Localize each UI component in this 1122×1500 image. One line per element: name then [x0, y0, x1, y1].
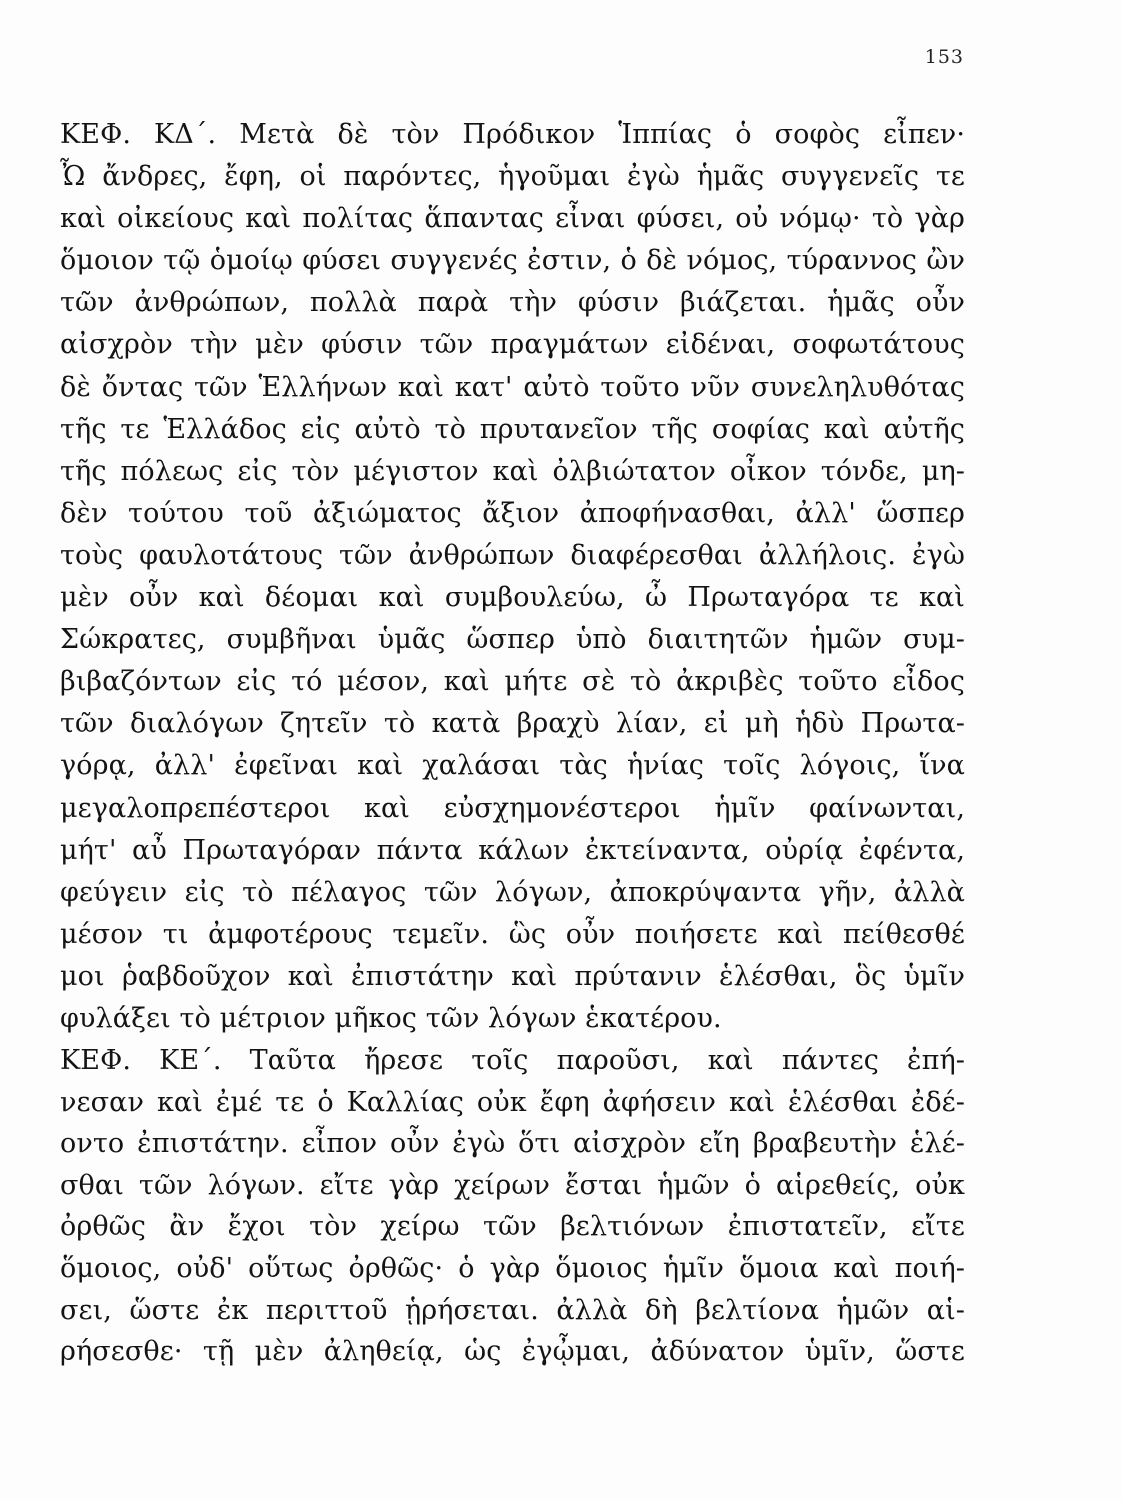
text-line: μέσον τι ἀμφοτέρους τεμεῖν. ὣς οὖν ποιήσετε καὶ πείθεσθέ [60, 918, 965, 950]
text-line: ΚΕΦ. ΚΕ΄. Ταῦτα ἤρεσε τοῖς παροῦσι, καὶ πάντες ἐπή- [60, 1045, 965, 1076]
text-line: τῶν διαλόγων ζητεῖν τὸ κατὰ βραχὺ λίαν, εἰ μὴ ἡδὺ Πρωτα- [60, 708, 965, 740]
text-line: μήτ' αὖ Πρωταγόραν πάντα κάλων ἐκτείναντα, οὐρίᾳ ἐφέντα, [60, 834, 965, 866]
text-line: φυλάξει τὸ μέτριον μῆκος τῶν λόγων ἑκατέρου. [60, 1002, 722, 1034]
text-line: ρήσεσθε· τῇ μὲν ἀληθείᾳ, ὡς ἐγᾦμαι, ἀδύνατον ὑμῖν, ὥστε [60, 1336, 965, 1368]
text-line: τοὺς φαυλοτάτους τῶν ἀνθρώπων διαφέρεσθαι ἀλλήλοις. ἐγὼ [60, 539, 965, 571]
text-line: αἰσχρὸν τὴν μὲν φύσιν τῶν πραγμάτων εἰδέναι, σοφωτάτους [60, 329, 965, 361]
text-line: ὀρθῶς ἂν ἔχοι τὸν χείρω τῶν βελτιόνων ἐπιστατεῖν, εἴτε [60, 1211, 965, 1243]
text-line: γόρᾳ, ἀλλ' ἐφεῖναι καὶ χαλάσαι τὰς ἡνίας τοῖς λόγοις, ἵνα [60, 750, 965, 782]
text-line: μεγαλοπρεπέστεροι καὶ εὐσχημονέστεροι ἡμῖν φαίνωνται, [60, 792, 965, 824]
chapter-24 [60, 114, 965, 1040]
text-line: ὅμοιος, οὐδ' οὕτως ὀρθῶς· ὁ γὰρ ὅμοιος ἡμῖν ὅμοια καὶ ποιή- [60, 1252, 965, 1284]
text-line: σθαι τῶν λόγων. εἴτε γὰρ χείρων ἔσται ἡμῶν ὁ αἱρεθείς, οὐκ [60, 1169, 965, 1201]
text-line: νεσαν καὶ ἐμέ τε ὁ Καλλίας οὐκ ἔφη ἀφήσειν καὶ ἑλέσθαι ἐδέ- [60, 1086, 965, 1118]
text-line: Ὦ ἄνδρες, ἔφη, οἱ παρόντες, ἡγοῦμαι ἐγὼ ἡμᾶς συγγενεῖς τε [60, 161, 965, 193]
page-number: 153 [924, 46, 964, 68]
text-line: μὲν οὖν καὶ δέομαι καὶ συμβουλεύω, ὦ Πρωταγόρα τε καὶ [60, 582, 965, 614]
text-line: δὲ ὄντας τῶν Ἑλλήνων καὶ κατ' αὐτὸ τοῦτο νῦν συνεληλυθότας [60, 371, 965, 403]
text-line: φεύγειν εἰς τὸ πέλαγος τῶν λόγων, ἀποκρύψαντα γῆν, ἀλλὰ [60, 876, 965, 908]
text-line: μοι ῥαβδοῦχον καὶ ἐπιστάτην καὶ πρύτανιν ἑλέσθαι, ὃς ὑμῖν [60, 960, 965, 992]
text-line: βιβαζόντων εἰς τό μέσον, καὶ μήτε σὲ τὸ ἀκριβὲς τοῦτο εἶδος [60, 666, 965, 698]
text-line: ΚΕΦ. ΚΔ΄. Μετὰ δὲ τὸν Πρόδικον Ἱππίας ὁ σοφὸς εἶπεν· [60, 119, 965, 150]
chapter-25 [60, 1040, 965, 1373]
text-line: ὅμοιον τῷ ὁμοίῳ φύσει συγγενές ἐστιν, ὁ δὲ νόμος, τύραννος ὢν [60, 245, 965, 277]
text-line: τῆς πόλεως εἰς τὸν μέγιστον καὶ ὀλβιώτατον οἶκον τόνδε, μη- [60, 455, 965, 487]
text-line: δὲν τούτου τοῦ ἀξιώματος ἄξιον ἀποφήνασθαι, ἀλλ' ὥσπερ [60, 497, 965, 529]
text-line: τῆς τε Ἑλλάδος εἰς αὐτὸ τὸ πρυτανεῖον τῆς σοφίας καὶ αὐτῆς [60, 413, 965, 445]
text-line: οντο ἐπιστάτην. εἶπον οὖν ἐγὼ ὅτι αἰσχρὸν εἴη βραβευτὴν ἑλέ- [60, 1128, 965, 1160]
text-line: καὶ οἰκείους καὶ πολίτας ἅπαντας εἶναι φύσει, οὐ νόμῳ· τὸ γὰρ [60, 203, 965, 235]
text-line: σει, ὥστε ἐκ περιττοῦ ᾑρήσεται. ἀλλὰ δὴ βελτίονα ἡμῶν αἱ- [60, 1294, 965, 1326]
text-line: τῶν ἀνθρώπων, πολλὰ παρὰ τὴν φύσιν βιάζεται. ἡμᾶς οὖν [60, 287, 965, 319]
text-line: Σώκρατες, συμβῆναι ὑμᾶς ὥσπερ ὑπὸ διαιτητῶν ἡμῶν συμ- [60, 624, 965, 656]
